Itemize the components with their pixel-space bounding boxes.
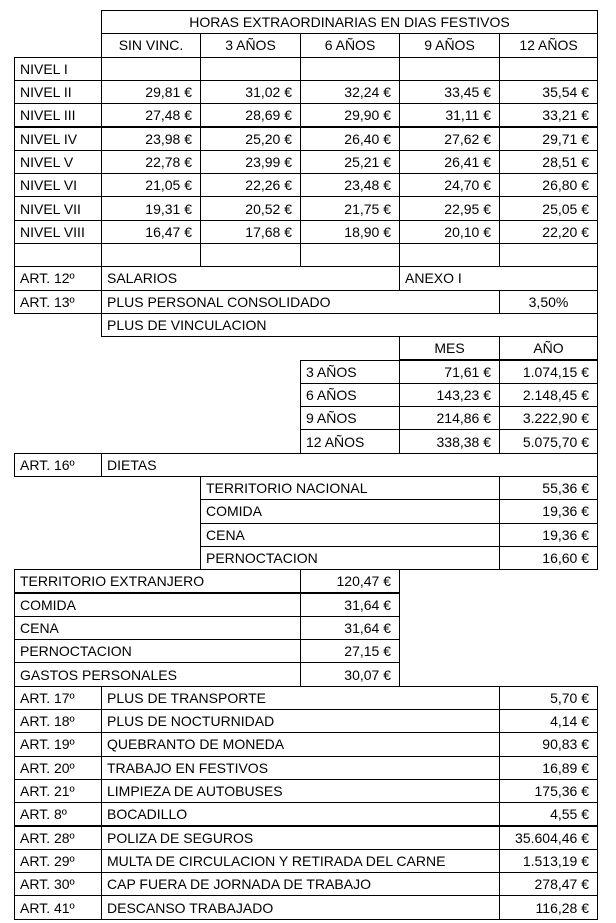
article-value: 4,55 € bbox=[499, 802, 598, 826]
vinculacion-mes: 143,23 € bbox=[399, 383, 500, 407]
article-value: 1.513,19 € bbox=[499, 849, 598, 873]
nivel-value: 29,90 € bbox=[300, 103, 400, 127]
article-number: ART. 16º bbox=[14, 453, 102, 477]
nivel-label: NIVEL VII bbox=[14, 196, 102, 220]
article-value: 35.604,46 € bbox=[499, 826, 598, 850]
nivel-value: 28,69 € bbox=[200, 103, 301, 127]
article-value: 116,28 € bbox=[499, 895, 598, 919]
article-label: POLIZA DE SEGUROS bbox=[101, 826, 500, 850]
dieta-nacional-value: 19,36 € bbox=[499, 499, 598, 523]
article-number: ART. 17º bbox=[14, 686, 102, 710]
nivel-value: 35,54 € bbox=[499, 80, 598, 104]
article-value: ANEXO I bbox=[399, 266, 598, 290]
nivel-value: 22,20 € bbox=[499, 220, 598, 244]
article-label: PLUS DE TRANSPORTE bbox=[101, 686, 500, 710]
article-label: BOCADILLO bbox=[101, 802, 500, 826]
nivel-value: 21,05 € bbox=[101, 173, 201, 197]
nivel-value: 22,95 € bbox=[399, 196, 500, 220]
nivel-value bbox=[101, 57, 201, 81]
vinculacion-title: PLUS DE VINCULACION bbox=[101, 313, 598, 337]
article-label: DESCANSO TRABAJADO bbox=[101, 895, 500, 919]
nivel-value: 26,40 € bbox=[300, 127, 400, 151]
dieta-extranjero-label: TERRITORIO EXTRANJERO bbox=[14, 569, 301, 593]
vinculacion-label: 6 AÑOS bbox=[300, 383, 400, 407]
nivel-value: 27,62 € bbox=[399, 127, 500, 151]
empty-cell bbox=[499, 243, 598, 267]
nivel-value: 29,81 € bbox=[101, 80, 201, 104]
nivel-value: 16,47 € bbox=[101, 220, 201, 244]
nivel-value: 22,78 € bbox=[101, 150, 201, 174]
nivel-value: 23,48 € bbox=[300, 173, 400, 197]
article-number: ART. 18º bbox=[14, 709, 102, 733]
vinculacion-label: 12 AÑOS bbox=[300, 429, 400, 453]
table-title: HORAS EXTRAORDINARIAS EN DIAS FESTIVOS bbox=[101, 10, 598, 34]
article-value: 90,83 € bbox=[499, 732, 598, 756]
nivel-label: NIVEL VI bbox=[14, 173, 102, 197]
nivel-value: 27,48 € bbox=[101, 103, 201, 127]
dieta-extranjero-value: 31,64 € bbox=[300, 593, 400, 617]
nivel-value bbox=[200, 57, 301, 81]
dieta-extranjero-label: PERNOCTACION bbox=[14, 639, 301, 663]
article-value: 4,14 € bbox=[499, 709, 598, 733]
nivel-value: 22,26 € bbox=[200, 173, 301, 197]
article-number: ART. 13º bbox=[14, 290, 102, 314]
column-header: 3 AÑOS bbox=[200, 33, 301, 57]
nivel-label: NIVEL III bbox=[14, 103, 102, 127]
nivel-value: 20,10 € bbox=[399, 220, 500, 244]
dieta-extranjero-value: 30,07 € bbox=[300, 662, 400, 686]
dieta-nacional-label: CENA bbox=[200, 523, 500, 547]
article-label: TRABAJO EN FESTIVOS bbox=[101, 756, 500, 780]
nivel-value: 19,31 € bbox=[101, 196, 201, 220]
nivel-value: 17,68 € bbox=[200, 220, 301, 244]
nivel-value: 33,21 € bbox=[499, 103, 598, 127]
column-header: SIN VINC. bbox=[101, 33, 201, 57]
nivel-label: NIVEL I bbox=[14, 57, 102, 81]
vinculacion-ano: 2.148,45 € bbox=[499, 383, 598, 407]
article-value: 278,47 € bbox=[499, 872, 598, 896]
article-label: LIMPIEZA DE AUTOBUSES bbox=[101, 779, 500, 803]
nivel-value: 20,52 € bbox=[200, 196, 301, 220]
article-label: MULTA DE CIRCULACION Y RETIRADA DEL CARNE bbox=[101, 849, 500, 873]
article-number: ART. 41º bbox=[14, 895, 102, 919]
dieta-nacional-label: PERNOCTACION bbox=[200, 546, 500, 570]
article-label: QUEBRANTO DE MONEDA bbox=[101, 732, 500, 756]
article-number: ART. 12º bbox=[14, 266, 102, 290]
nivel-value: 28,51 € bbox=[499, 150, 598, 174]
article-label: PLUS PERSONAL CONSOLIDADO bbox=[101, 290, 500, 314]
nivel-label: NIVEL VIII bbox=[14, 220, 102, 244]
article-value: 3,50% bbox=[499, 290, 598, 314]
empty-cell bbox=[101, 243, 201, 267]
nivel-value: 21,75 € bbox=[300, 196, 400, 220]
nivel-value: 25,20 € bbox=[200, 127, 301, 151]
column-header: 12 AÑOS bbox=[499, 33, 598, 57]
nivel-value: 29,71 € bbox=[499, 127, 598, 151]
nivel-value: 33,45 € bbox=[399, 80, 500, 104]
empty-cell bbox=[14, 243, 102, 267]
nivel-value: 26,80 € bbox=[499, 173, 598, 197]
vinculacion-ano: 1.074,15 € bbox=[499, 360, 598, 384]
dieta-extranjero-label: GASTOS PERSONALES bbox=[14, 662, 301, 686]
column-header: AÑO bbox=[499, 336, 598, 360]
nivel-value: 32,24 € bbox=[300, 80, 400, 104]
dieta-extranjero-value: 27,15 € bbox=[300, 639, 400, 663]
nivel-value: 31,11 € bbox=[399, 103, 500, 127]
vinculacion-ano: 3.222,90 € bbox=[499, 406, 598, 430]
dieta-nacional-value: 19,36 € bbox=[499, 523, 598, 547]
article-number: ART. 29º bbox=[14, 849, 102, 873]
article-value: 5,70 € bbox=[499, 686, 598, 710]
article-label: SALARIOS bbox=[101, 266, 400, 290]
column-header: 6 AÑOS bbox=[300, 33, 400, 57]
empty-cell bbox=[300, 243, 400, 267]
article-label: CAP FUERA DE JORNADA DE TRABAJO bbox=[101, 872, 500, 896]
article-number: ART. 19º bbox=[14, 732, 102, 756]
vinculacion-label: 3 AÑOS bbox=[300, 360, 400, 384]
article-number: ART. 21º bbox=[14, 779, 102, 803]
nivel-value bbox=[399, 57, 500, 81]
article-label: DIETAS bbox=[101, 453, 598, 477]
column-header: 9 AÑOS bbox=[399, 33, 500, 57]
nivel-value: 18,90 € bbox=[300, 220, 400, 244]
article-value: 16,89 € bbox=[499, 756, 598, 780]
article-number: ART. 8º bbox=[14, 802, 102, 826]
vinculacion-label: 9 AÑOS bbox=[300, 406, 400, 430]
article-number: ART. 20º bbox=[14, 756, 102, 780]
dieta-extranjero-value: 31,64 € bbox=[300, 616, 400, 640]
empty-cell bbox=[399, 243, 500, 267]
nivel-label: NIVEL V bbox=[14, 150, 102, 174]
nivel-value: 23,99 € bbox=[200, 150, 301, 174]
nivel-value: 31,02 € bbox=[200, 80, 301, 104]
column-header: MES bbox=[399, 336, 500, 360]
empty-cell bbox=[200, 243, 301, 267]
nivel-label: NIVEL IV bbox=[14, 127, 102, 151]
dieta-extranjero-label: CENA bbox=[14, 616, 301, 640]
article-label: PLUS DE NOCTURNIDAD bbox=[101, 709, 500, 733]
dieta-nacional-value: 16,60 € bbox=[499, 546, 598, 570]
dieta-nacional-label: COMIDA bbox=[200, 499, 500, 523]
dieta-nacional-value: 55,36 € bbox=[499, 476, 598, 500]
nivel-value: 25,21 € bbox=[300, 150, 400, 174]
article-number: ART. 30º bbox=[14, 872, 102, 896]
vinculacion-mes: 214,86 € bbox=[399, 406, 500, 430]
nivel-value: 24,70 € bbox=[399, 173, 500, 197]
vinculacion-ano: 5.075,70 € bbox=[499, 429, 598, 453]
article-number: ART. 28º bbox=[14, 826, 102, 850]
dieta-nacional-label: TERRITORIO NACIONAL bbox=[200, 476, 500, 500]
dieta-extranjero-label: COMIDA bbox=[14, 593, 301, 617]
nivel-value: 25,05 € bbox=[499, 196, 598, 220]
nivel-value bbox=[499, 57, 598, 81]
dieta-extranjero-value: 120,47 € bbox=[300, 569, 400, 593]
nivel-value: 23,98 € bbox=[101, 127, 201, 151]
nivel-value bbox=[300, 57, 400, 81]
vinculacion-mes: 338,38 € bbox=[399, 429, 500, 453]
vinculacion-mes: 71,61 € bbox=[399, 360, 500, 384]
article-value: 175,36 € bbox=[499, 779, 598, 803]
nivel-value: 26,41 € bbox=[399, 150, 500, 174]
nivel-label: NIVEL II bbox=[14, 80, 102, 104]
